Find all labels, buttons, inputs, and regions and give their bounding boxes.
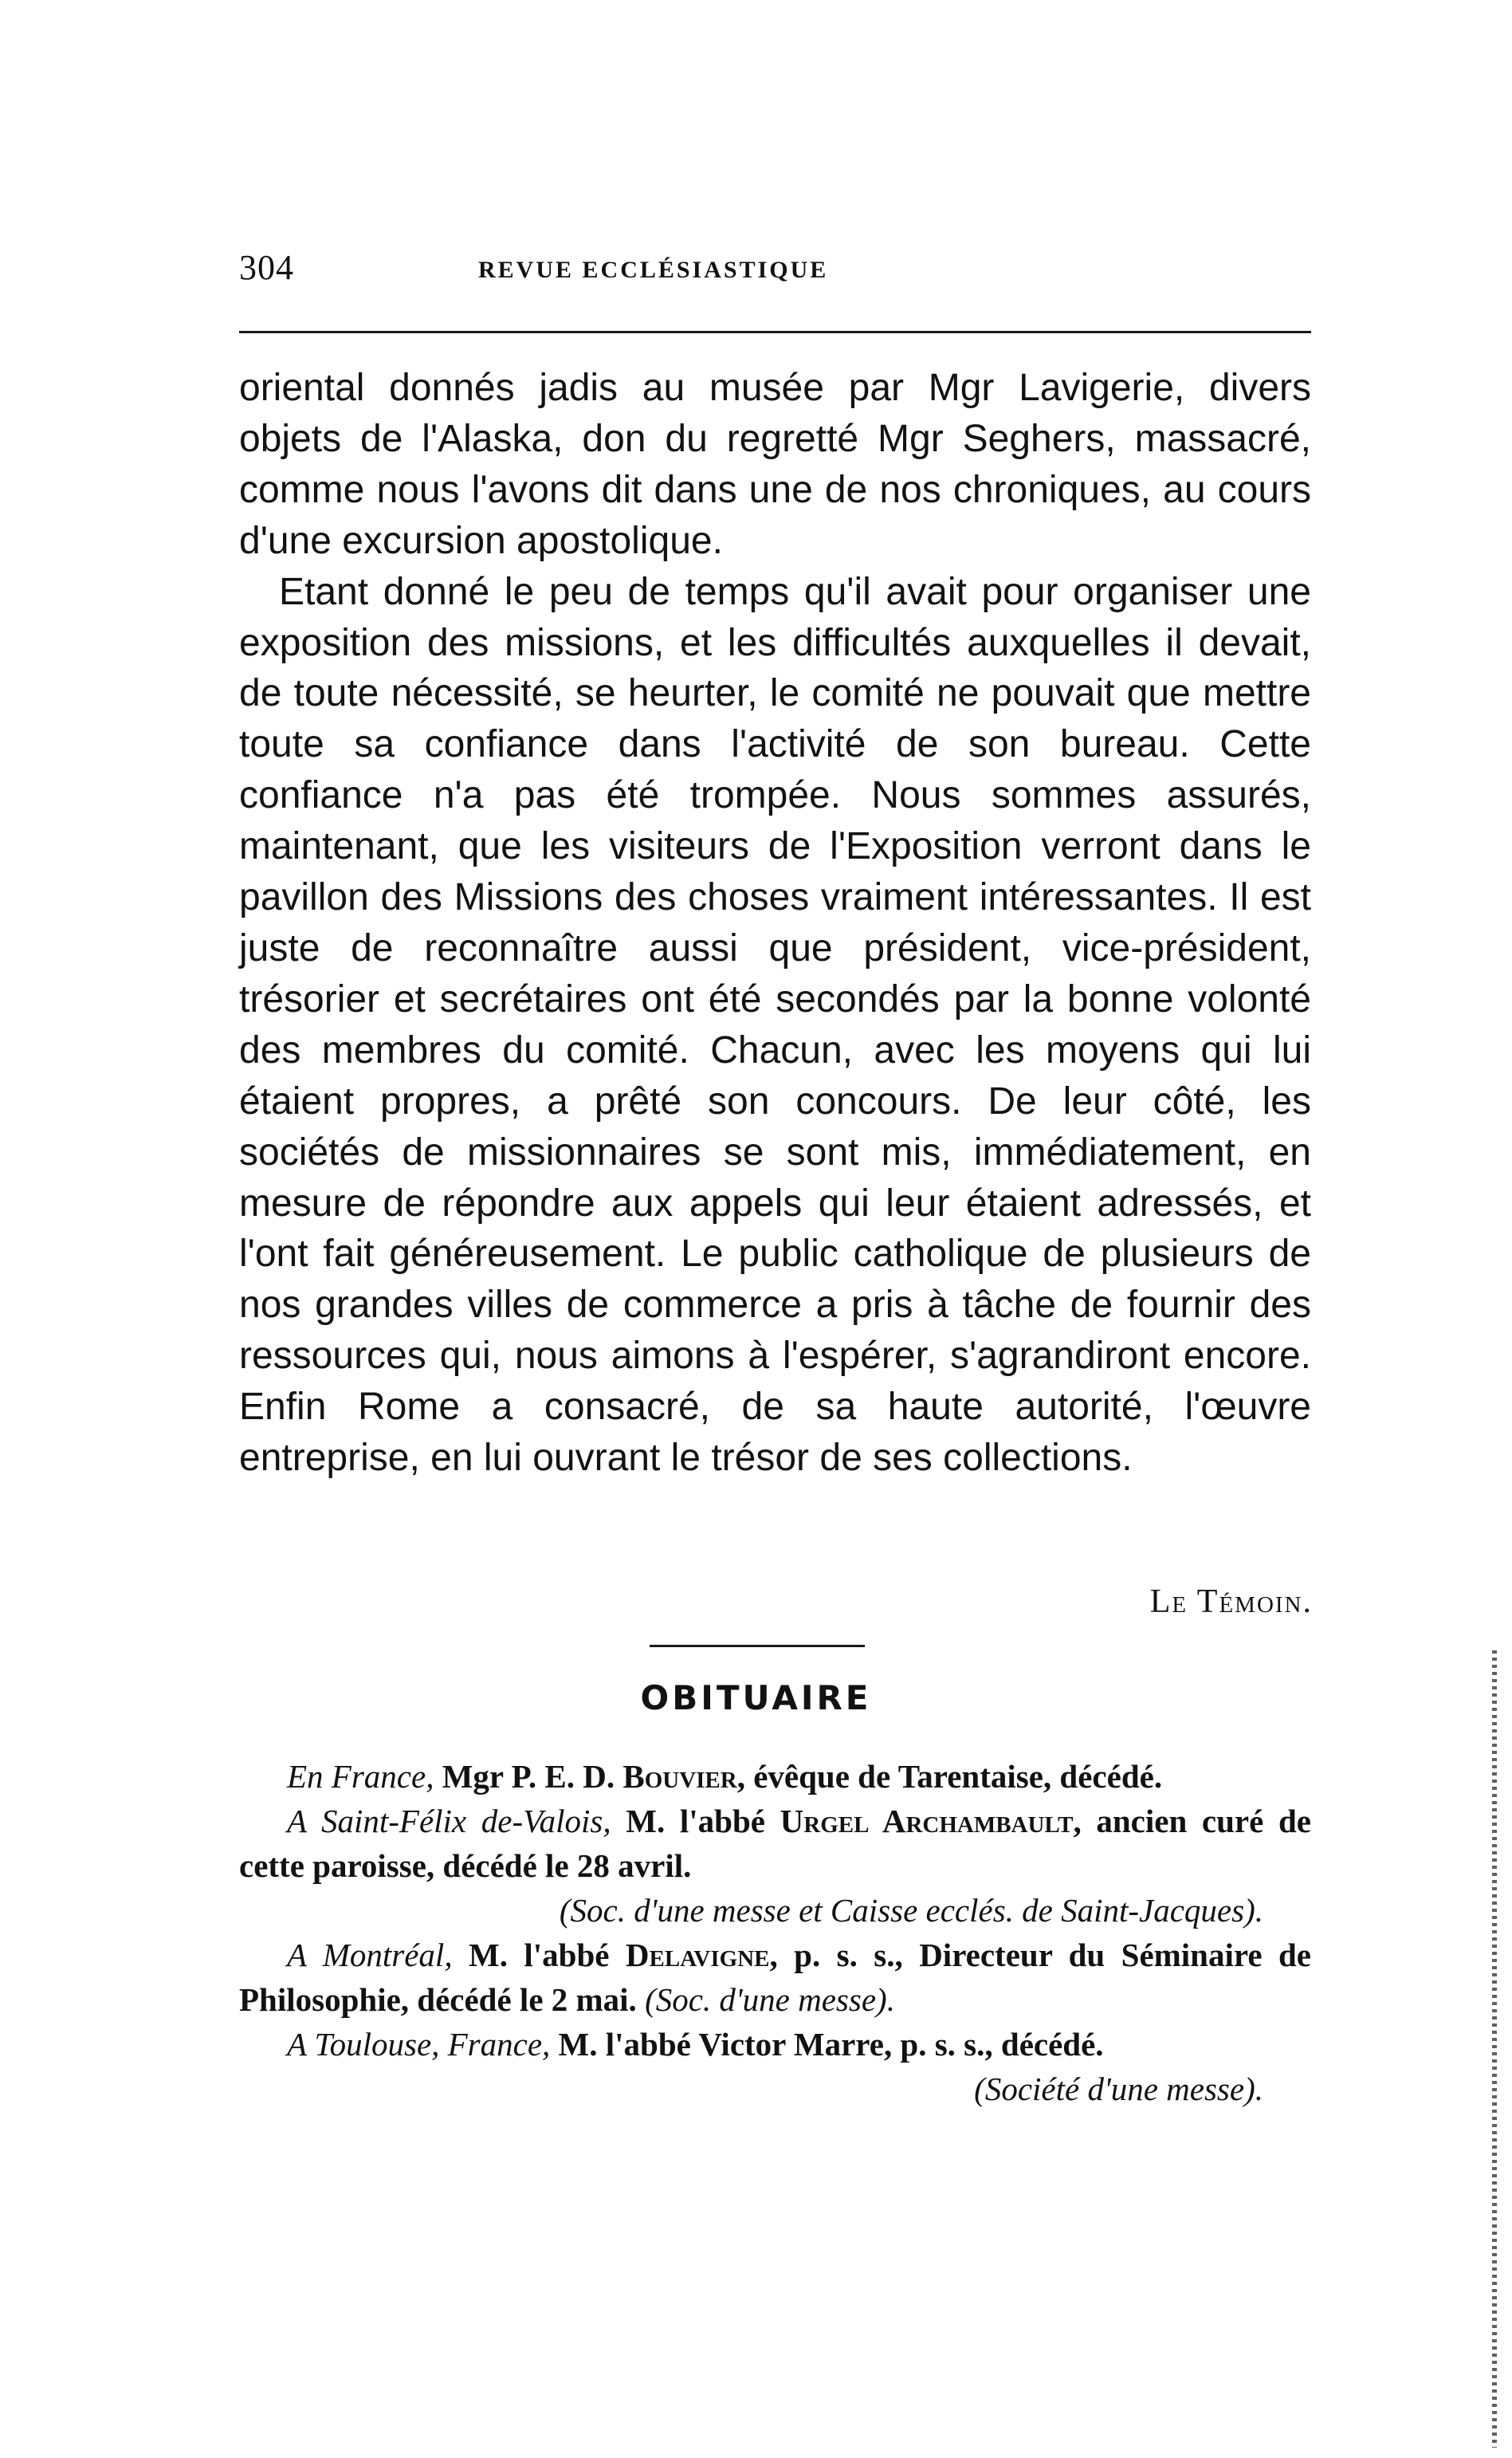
article-body [239,363,1311,1484]
obituary-place: A Montréal, [287,1937,453,1973]
obituary-entry [239,1933,1311,2022]
obituary-place: A Saint-Félix de-Valois, [287,1803,611,1839]
page-number: 304 [239,248,294,287]
obituary-entry [239,1754,1311,1799]
section-divider [650,1645,865,1647]
running-title: REVUE ECCLÉSIASTIQUE [478,257,829,283]
obituary-title: OBITUAIRE [640,1678,872,1717]
obituary-surname: Bouvier [622,1758,737,1795]
article-paragraph: oriental donnés jadis au musée par Mgr Lavigerie, divers objets de l'Alaska, don du regretté Mgr Seghers, massacré, comme nous l'avons dit dans une de nos chroniques, au cours d'une excursion apostolique. [239,367,1311,562]
obituary-place: En France, [287,1758,434,1795]
obituary-text: , p. s. s., Directeur du Séminaire de Philosophie, décédé le 2 mai. [239,1937,1311,2018]
obituary-surname: Delavigne [625,1937,770,1973]
obituary-text: M. l'abbé Victor Marre, p. s. s., décédé. [550,2026,1104,2063]
obituary-society: (Société d'une messe). [974,2071,1263,2107]
article-paragraph: Etant donné le peu de temps qu'il avait pour organiser une exposition des missions, et les difficultés auxquelles il devait, de toute nécessité, se heurter, le comité ne pouvait que mettre toute sa confiance dans l'activité de son bureau. Cette confiance n'a pas été trompée. Nous sommes assurés, maintenant, que les visiteurs de l'Exposition verront dans le pavillon des Missions des choses vraiment intéressantes. Il est juste de reconnaître aussi que président, vice-président, trésorier et secrétaires ont été secondés par la bonne volonté des membres du comité. Chacun, avec les moyens qui lui étaient propres, a prêté son concours. De leur côté, les sociétés de missionnaires se sont mis, immédiatement, en mesure de répondre aux appels qui leur étaient adressés, et l'ont fait généreusement. Le public catholique de plusieurs de nos grandes villes de commerce a pris à tâche de fournir des ressources qui, nous aimons à l'espérer, s'agrandiront encore. Enfin Rome a consacré, de sa haute autorité, l'œuvre entreprise, en lui ouvrant le trésor de ses collections. [239,570,1311,1480]
obituary-text: M. l'abbé [452,1937,626,1973]
obituary-place: A Toulouse, France, [287,2026,551,2063]
obituary-entry [239,2022,1311,2111]
obituary-society: (Soc. d'une messe et Caisse ecclés. de Saint-Jacques). [559,1892,1263,1929]
obituary-entry [239,1799,1311,1933]
obituary-text: M. l'abbé [611,1803,780,1839]
binding-edge [1492,1650,1497,2448]
obituary-text: , évêque de Tarentaise, décédé. [736,1758,1163,1795]
obituary-text: Mgr P. E. D. [434,1758,623,1795]
obituary-list [239,1754,1311,2111]
obituary-society: (Soc. d'une messe). [645,1981,895,2018]
obituary-surname: Urgel Archambault [780,1803,1074,1839]
header-rule [239,331,1311,333]
obituary-text: , ancien curé de cette paroisse, décédé le 28 avril. [239,1803,1311,1884]
article-signature: Le Témoin. [1149,1583,1313,1620]
